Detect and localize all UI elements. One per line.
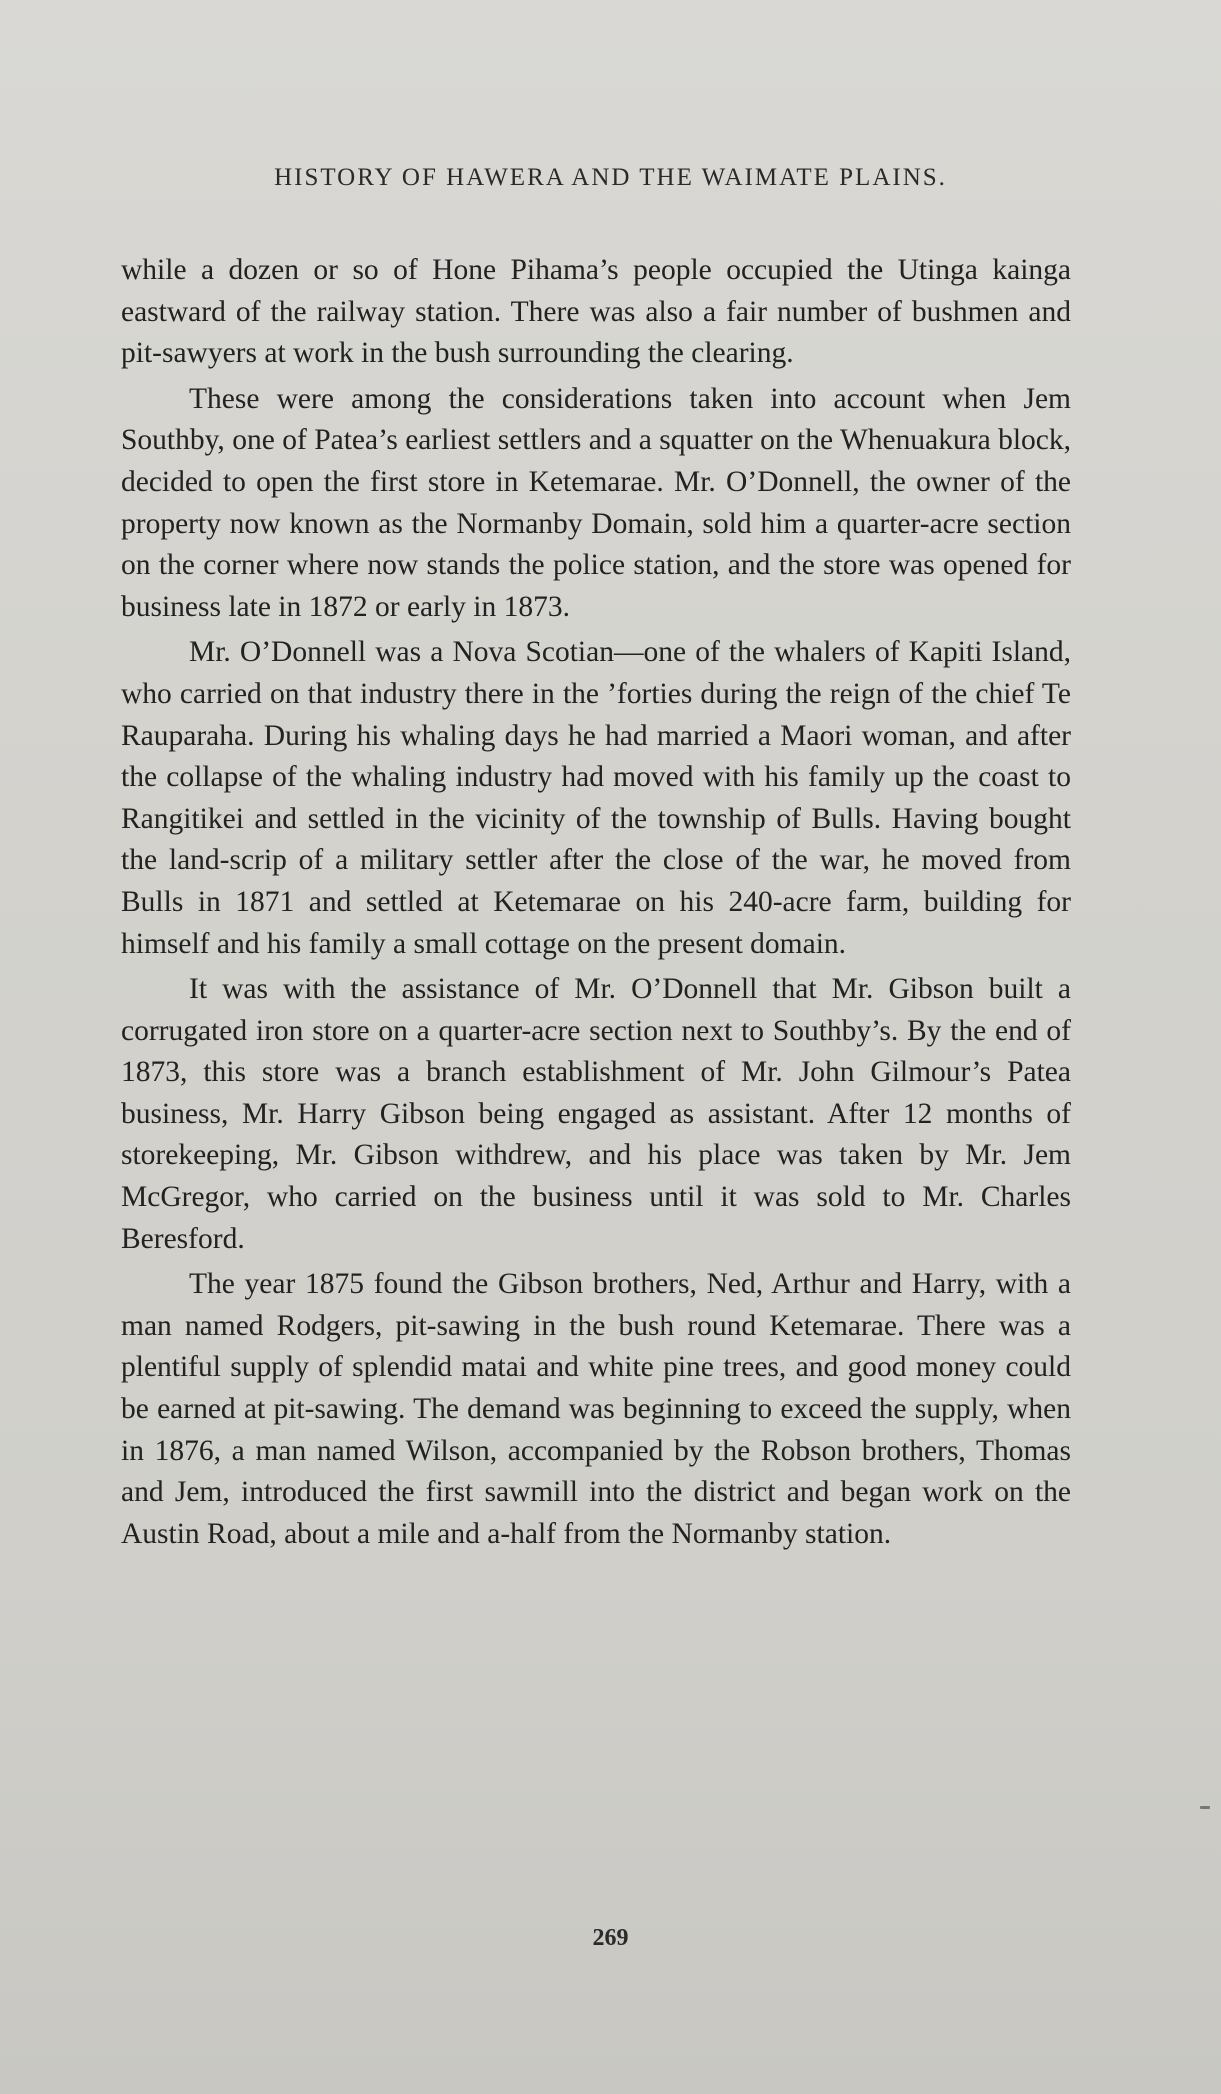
page-number: 269 [592,1925,629,1951]
paragraph-2: These were among the considerations taken into account when Jem Southby, one of Patea’s earliest settlers and a squatter on the Whenuakura block, decided to open the first store in Ketemarae. Mr. O’Donnell, the owner of the property now known as the Normanby Domain, sold him a quarter-acre section on the corner where now stands the police station, and the store was opened for business late in 1872 or early in 1873. [121,382,1071,623]
paragraph-4: It was with the assistance of Mr. O’Donnell that Mr. Gibson built a corrugated iron store on a quarter-acre section next to Southby’s. By the end of 1873, this store was a branch establishment of Mr. John Gilmour’s Patea business, Mr. Harry Gibson being engaged as assistant. After 12 months of storekeeping, Mr. Gibson withdrew, and his place was taken by Mr. Jem McGregor, who carried on the business until it was sold to Mr. Charles Beresford. [121,973,1071,1255]
running-header: HISTORY OF HAWERA AND THE WAIMATE PLAINS. [274,164,947,191]
body-text [121,250,1071,1559]
paragraph-5: The year 1875 found the Gibson brothers, Ned, Arthur and Harry, with a man named Rodgers, pit-sawing in the bush round Ketemarae. There was a plentiful supply of splendid matai and white pine trees, and good money could be earned at pit-sawing. The demand was beginning to exceed the supply, when in 1876, a man named Wilson, accompanied by the Robson brothers, Thomas and Jem, introduced the first sawmill into the district and began work on the Austin Road, about a mile and a-half from the Normanby station. [121,1268,1071,1550]
page-edge-mark [1200,1806,1210,1809]
paragraph-1: while a dozen or so of Hone Pihama’s people occupied the Utinga kainga eastward of the railway station. There was also a fair number of bushmen and pit-sawyers at work in the bush surrounding the clearing. [121,254,1071,370]
paragraph-3: Mr. O’Donnell was a Nova Scotian—one of the whalers of Kapiti Island, who carried on that industry there in the ’forties during the reign of the chief Te Rauparaha. During his whaling days he had married a Maori woman, and after the collapse of the whaling industry had moved with his family up the coast to Rangitikei and settled in the vicinity of the township of Bulls. Having bought the land-scrip of a military settler after the close of the war, he moved from Bulls in 1871 and settled at Ketemarae on his 240-acre farm, building for himself and his family a small cottage on the present domain. [121,636,1071,960]
